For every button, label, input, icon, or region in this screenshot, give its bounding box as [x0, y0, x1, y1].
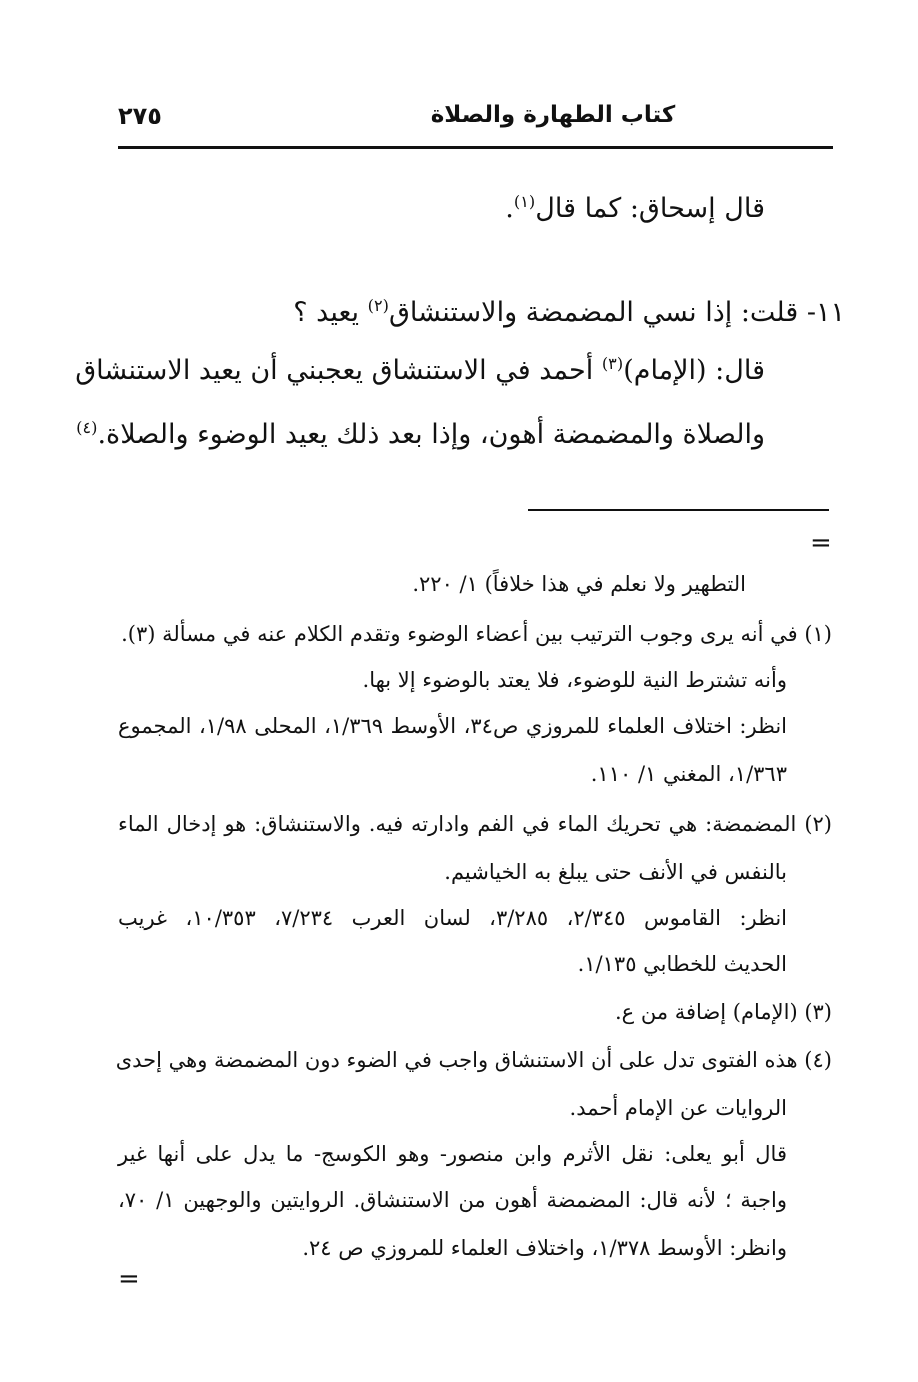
footnote-1-line-1: (١) في أنه يرى وجوب الترتيب بين أعضاء الوضوء وتقدم الكلام عنه في مسألة (٣).: [121, 622, 832, 646]
footnote-4-line-1: (٤) هذه الفتوى تدل على أن الاستنشاق واجب في الضوء دون المضمضة وهي إحدى: [115, 1048, 832, 1072]
continuation-mark: =: [810, 528, 832, 558]
question-11: ١١- قلت: إذا نسي المضمضة والاستنشاق$^{(٢)}$ يعيد ؟: [293, 296, 845, 328]
footnote-ref-3: (٣): [601, 354, 624, 373]
footnote-4-line-4: واجبة ؛ لأنه قال: المضمضة أهون من الاستنشاق. الروايتين والوجهين ١/ ٧٠،: [118, 1188, 787, 1212]
page-number: ٢٧٥: [118, 102, 162, 130]
footnote-1-line-2: وأنه تشترط النية للوضوء، فلا يعتد بالوضوء إلا بها.: [362, 668, 787, 692]
footnote-2-line-3: انظر: القاموس ٢/٣٤٥، ٣/٢٨٥، لسان العرب ٧/٢٣٤، ١٠/٣٥٣، غريب: [118, 906, 788, 930]
footnote-ref-4: (٤): [76, 418, 98, 437]
footnote-ref-2: (٢): [367, 296, 389, 315]
footnote-3: (٣) (الإمام) إضافة من ع.: [614, 1000, 832, 1024]
footnote-2-line-4: الحديث للخطابي ١/١٣٥.: [577, 952, 787, 976]
footnote-continuation: التطهير ولا نعلم في هذا خلافاً) ١/ ٢٢٠.: [412, 572, 746, 596]
footnote-separator: [528, 509, 829, 511]
answer-line-1: قال: (الإمام)$^{(٣)}$ أحمد في الاستنشاق يعجبني أن يعيد الاستنشاق: [75, 354, 765, 386]
footnote-4-line-3: قال أبو يعلى: نقل الأثرم وابن منصور- وهو الكوسج- ما يدل على أنها غير: [118, 1142, 787, 1166]
footnote-ref-1: (١): [513, 192, 536, 211]
book-title: كتاب الطهارة والصلاة: [430, 102, 676, 128]
footnote-4-line-5: وانظر: الأوسط ١/٣٧٨، واختلاف العلماء للمروزي ص ٢٤.: [302, 1236, 787, 1260]
footnote-1-line-3: انظر: اختلاف العلماء للمروزي ص٣٤، الأوسط ١/٣٦٩، المحلى ١/٩٨، المجموع: [118, 714, 787, 738]
page-header: [118, 100, 833, 149]
main-line-1: قال إسحاق: كما قال$^{(١)}$.: [505, 192, 765, 224]
footnote-2-line-2: بالنفس في الأنف حتى يبلغ به الخياشيم.: [444, 860, 787, 884]
end-continuation-mark: =: [118, 1264, 140, 1294]
footnote-2-line-1: (٢) المضمضة: هي تحريك الماء في الفم وادارته فيه. والاستنشاق: هو إدخال الماء: [118, 812, 832, 836]
footnote-4-line-2: الروايات عن الإمام أحمد.: [569, 1096, 787, 1120]
footnote-1-line-4: ١/٣٦٣، المغني ١/ ١١٠.: [590, 762, 787, 786]
answer-line-2: والصلاة والمضمضة أهون، وإذا بعد ذلك يعيد الوضوء والصلاة.$^{(٤)}$: [76, 418, 765, 450]
